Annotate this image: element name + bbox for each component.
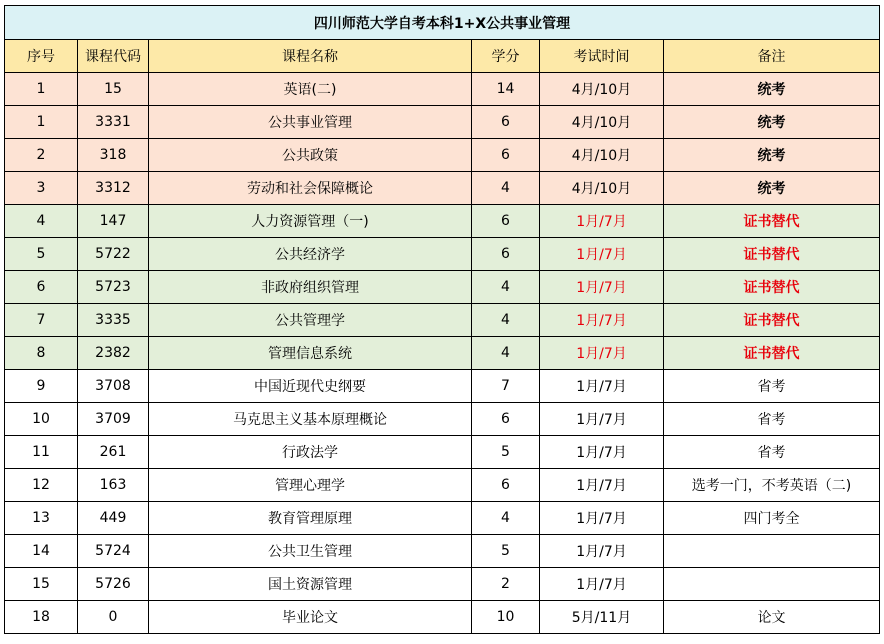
cell-code: 5726 — [78, 568, 149, 601]
cell-code: 3331 — [78, 106, 149, 139]
cell-exam-time: 1月/7月 — [540, 205, 664, 238]
cell-exam-time: 1月/7月 — [540, 337, 664, 370]
cell-exam-time: 4月/10月 — [540, 106, 664, 139]
table-row — [5, 106, 880, 139]
title-row — [5, 6, 880, 40]
cell-course-name: 管理心理学 — [149, 469, 472, 502]
cell-note: 证书替代 — [664, 238, 880, 271]
cell-no: 6 — [5, 271, 78, 304]
header-row — [5, 40, 880, 73]
cell-no: 13 — [5, 502, 78, 535]
header-exam-time: 考试时间 — [540, 40, 664, 73]
cell-note: 证书替代 — [664, 271, 880, 304]
cell-credit: 6 — [472, 205, 540, 238]
cell-course-name: 教育管理原理 — [149, 502, 472, 535]
cell-exam-time: 1月/7月 — [540, 403, 664, 436]
cell-course-name: 人力资源管理（一) — [149, 205, 472, 238]
cell-note: 论文 — [664, 601, 880, 634]
cell-code: 261 — [78, 436, 149, 469]
cell-course-name: 中国近现代史纲要 — [149, 370, 472, 403]
cell-credit: 4 — [472, 304, 540, 337]
cell-note: 省考 — [664, 436, 880, 469]
cell-course-name: 毕业论文 — [149, 601, 472, 634]
cell-code: 2382 — [78, 337, 149, 370]
table-row — [5, 205, 880, 238]
cell-course-name: 行政法学 — [149, 436, 472, 469]
cell-exam-time: 1月/7月 — [540, 502, 664, 535]
cell-course-name: 公共经济学 — [149, 238, 472, 271]
header-no: 序号 — [5, 40, 78, 73]
header-note: 备注 — [664, 40, 880, 73]
cell-exam-time: 1月/7月 — [540, 469, 664, 502]
cell-course-name: 公共事业管理 — [149, 106, 472, 139]
cell-exam-time: 4月/10月 — [540, 139, 664, 172]
cell-credit: 6 — [472, 469, 540, 502]
cell-no: 1 — [5, 106, 78, 139]
cell-credit: 6 — [472, 106, 540, 139]
cell-no: 11 — [5, 436, 78, 469]
cell-no: 7 — [5, 304, 78, 337]
table-row — [5, 370, 880, 403]
table-row — [5, 568, 880, 601]
cell-credit: 4 — [472, 172, 540, 205]
cell-no: 9 — [5, 370, 78, 403]
cell-exam-time: 1月/7月 — [540, 238, 664, 271]
cell-no: 3 — [5, 172, 78, 205]
cell-course-name: 英语(二) — [149, 73, 472, 106]
cell-credit: 2 — [472, 568, 540, 601]
cell-note: 证书替代 — [664, 205, 880, 238]
table-row — [5, 436, 880, 469]
table-row — [5, 271, 880, 304]
cell-code: 3708 — [78, 370, 149, 403]
cell-note: 统考 — [664, 73, 880, 106]
header-code: 课程代码 — [78, 40, 149, 73]
course-table — [4, 5, 880, 634]
cell-note: 统考 — [664, 139, 880, 172]
cell-no: 15 — [5, 568, 78, 601]
cell-no: 5 — [5, 238, 78, 271]
cell-credit: 7 — [472, 370, 540, 403]
cell-code: 0 — [78, 601, 149, 634]
cell-course-name: 劳动和社会保障概论 — [149, 172, 472, 205]
cell-no: 2 — [5, 139, 78, 172]
cell-course-name: 马克思主义基本原理概论 — [149, 403, 472, 436]
cell-note — [664, 568, 880, 601]
table-row — [5, 139, 880, 172]
cell-code: 5722 — [78, 238, 149, 271]
cell-code: 147 — [78, 205, 149, 238]
cell-credit: 6 — [472, 139, 540, 172]
cell-note: 四门考全 — [664, 502, 880, 535]
cell-code: 5723 — [78, 271, 149, 304]
cell-course-name: 公共政策 — [149, 139, 472, 172]
cell-note: 统考 — [664, 172, 880, 205]
cell-credit: 5 — [472, 535, 540, 568]
cell-note — [664, 535, 880, 568]
table-row — [5, 73, 880, 106]
cell-no: 12 — [5, 469, 78, 502]
cell-code: 3709 — [78, 403, 149, 436]
cell-exam-time: 1月/7月 — [540, 370, 664, 403]
cell-exam-time: 4月/10月 — [540, 172, 664, 205]
cell-code: 3335 — [78, 304, 149, 337]
cell-note: 选考一门，不考英语（二) — [664, 469, 880, 502]
cell-course-name: 国土资源管理 — [149, 568, 472, 601]
cell-note: 省考 — [664, 370, 880, 403]
header-name: 课程名称 — [149, 40, 472, 73]
cell-credit: 10 — [472, 601, 540, 634]
cell-note: 省考 — [664, 403, 880, 436]
cell-exam-time: 1月/7月 — [540, 271, 664, 304]
cell-credit: 6 — [472, 403, 540, 436]
cell-code: 318 — [78, 139, 149, 172]
cell-code: 163 — [78, 469, 149, 502]
table-row — [5, 601, 880, 634]
cell-note: 统考 — [664, 106, 880, 139]
table-row — [5, 535, 880, 568]
cell-exam-time: 1月/7月 — [540, 304, 664, 337]
table-row — [5, 304, 880, 337]
cell-note: 证书替代 — [664, 337, 880, 370]
cell-code: 5724 — [78, 535, 149, 568]
cell-credit: 4 — [472, 337, 540, 370]
table-row — [5, 469, 880, 502]
cell-code: 449 — [78, 502, 149, 535]
cell-exam-time: 5月/11月 — [540, 601, 664, 634]
cell-course-name: 非政府组织管理 — [149, 271, 472, 304]
table-row — [5, 502, 880, 535]
cell-no: 8 — [5, 337, 78, 370]
table-row — [5, 238, 880, 271]
cell-code: 15 — [78, 73, 149, 106]
cell-no: 18 — [5, 601, 78, 634]
table-row — [5, 337, 880, 370]
cell-exam-time: 1月/7月 — [540, 568, 664, 601]
cell-no: 14 — [5, 535, 78, 568]
cell-course-name: 管理信息系统 — [149, 337, 472, 370]
cell-note: 证书替代 — [664, 304, 880, 337]
cell-exam-time: 1月/7月 — [540, 436, 664, 469]
cell-course-name: 公共卫生管理 — [149, 535, 472, 568]
cell-credit: 14 — [472, 73, 540, 106]
cell-credit: 6 — [472, 238, 540, 271]
cell-no: 4 — [5, 205, 78, 238]
cell-credit: 5 — [472, 436, 540, 469]
table-row — [5, 403, 880, 436]
cell-exam-time: 1月/7月 — [540, 535, 664, 568]
cell-credit: 4 — [472, 271, 540, 304]
cell-no: 1 — [5, 73, 78, 106]
cell-credit: 4 — [472, 502, 540, 535]
table-title: 四川师范大学自考本科1+X公共事业管理 — [5, 6, 880, 40]
cell-course-name: 公共管理学 — [149, 304, 472, 337]
cell-no: 10 — [5, 403, 78, 436]
table-row — [5, 172, 880, 205]
cell-exam-time: 4月/10月 — [540, 73, 664, 106]
cell-code: 3312 — [78, 172, 149, 205]
header-credit: 学分 — [472, 40, 540, 73]
